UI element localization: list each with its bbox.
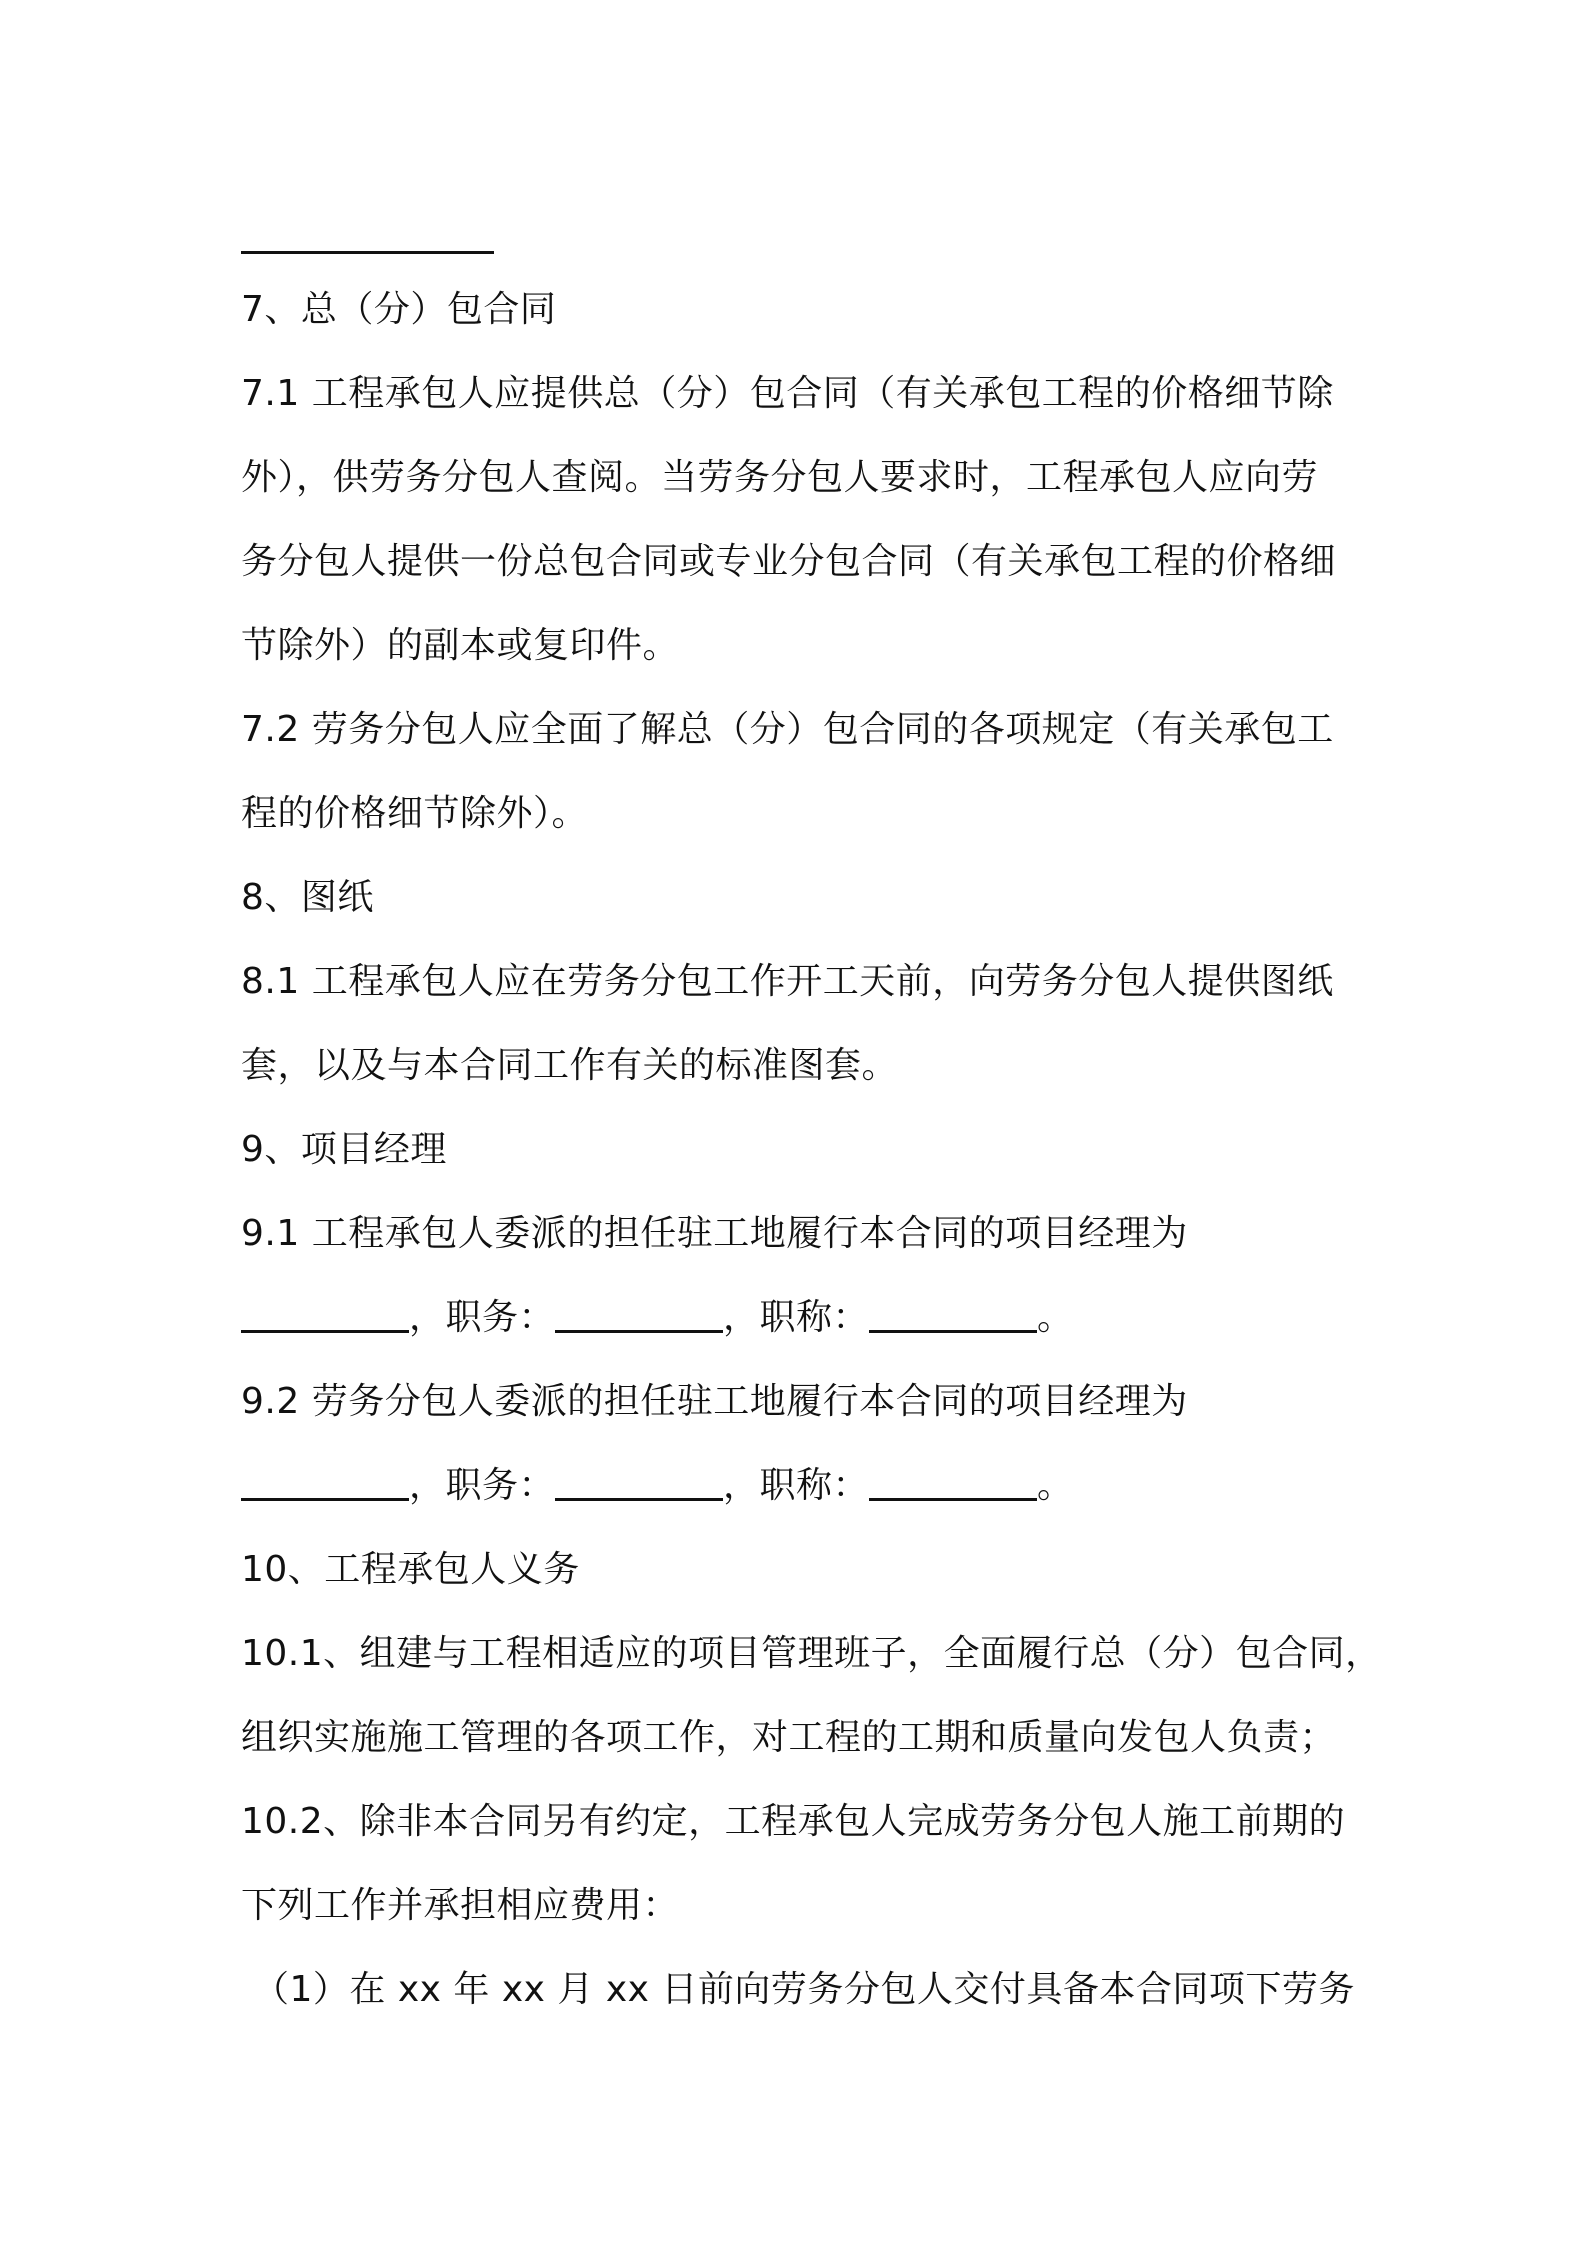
paragraph-line: 10.2、除非本合同另有约定，工程承包人完成劳务分包人施工前期的 bbox=[241, 1801, 1346, 1842]
paragraph-line: 下列工作并承担相应费用： bbox=[241, 1885, 680, 1926]
fill-separator-title: ，职称： bbox=[723, 1297, 870, 1338]
paragraph-line: 8.1 工程承包人应在劳务分包工作开工天前，向劳务分包人提供图纸 bbox=[241, 961, 1334, 1002]
fill-in-line-9-2 bbox=[241, 1463, 1361, 1509]
paragraph-line: 7.1 工程承包人应提供总（分）包合同（有关承包工程的价格细节除 bbox=[241, 373, 1334, 414]
paragraph-line: 7.2 劳务分包人应全面了解总（分）包合同的各项规定（有关承包工 bbox=[241, 709, 1334, 750]
paragraph-line: 务分包人提供一份总包合同或专业分包合同（有关承包工程的价格细 bbox=[241, 541, 1337, 582]
blank-manager-name bbox=[241, 1468, 409, 1501]
heading-9: 9、项目经理 bbox=[241, 1129, 447, 1170]
blank-position bbox=[555, 1300, 723, 1333]
paragraph-line: 组织实施施工管理的各项工作，对工程的工期和质量向发包人负责； bbox=[241, 1717, 1337, 1758]
paragraph-line: 9.1 工程承包人委派的担任驻工地履行本合同的项目经理为 bbox=[241, 1213, 1188, 1254]
fill-separator-position: ，职务： bbox=[409, 1297, 556, 1338]
fill-in-line-9-1 bbox=[241, 1295, 1361, 1341]
blank-title bbox=[869, 1468, 1037, 1501]
fill-end-mark: 。 bbox=[1037, 1465, 1074, 1506]
blank-title bbox=[869, 1300, 1037, 1333]
paragraph-line: 节除外）的副本或复印件。 bbox=[241, 625, 680, 666]
blank-position bbox=[555, 1468, 723, 1501]
heading-7: 7、总（分）包合同 bbox=[241, 289, 557, 330]
paragraph-line: 外），供劳务分包人查阅。当劳务分包人要求时，工程承包人应向劳 bbox=[241, 457, 1319, 498]
fill-separator-position: ，职务： bbox=[409, 1465, 556, 1506]
list-item-line: （1）在 xx 年 xx 月 xx 日前向劳务分包人交付具备本合同项下劳务 bbox=[253, 1969, 1355, 2010]
heading-10: 10、工程承包人义务 bbox=[241, 1549, 580, 1590]
paragraph-line: 9.2 劳务分包人委派的担任驻工地履行本合同的项目经理为 bbox=[241, 1381, 1188, 1422]
paragraph-line: 程的价格细节除外）。 bbox=[241, 793, 589, 834]
top-divider-line bbox=[241, 251, 494, 254]
fill-separator-title: ，职称： bbox=[723, 1465, 870, 1506]
heading-8: 8、图纸 bbox=[241, 877, 374, 918]
paragraph-line: 10.1、组建与工程相适应的项目管理班子，全面履行总（分）包合同， bbox=[241, 1633, 1382, 1674]
blank-manager-name bbox=[241, 1300, 409, 1333]
fill-end-mark: 。 bbox=[1037, 1297, 1074, 1338]
paragraph-line: 套，以及与本合同工作有关的标准图套。 bbox=[241, 1045, 899, 1086]
